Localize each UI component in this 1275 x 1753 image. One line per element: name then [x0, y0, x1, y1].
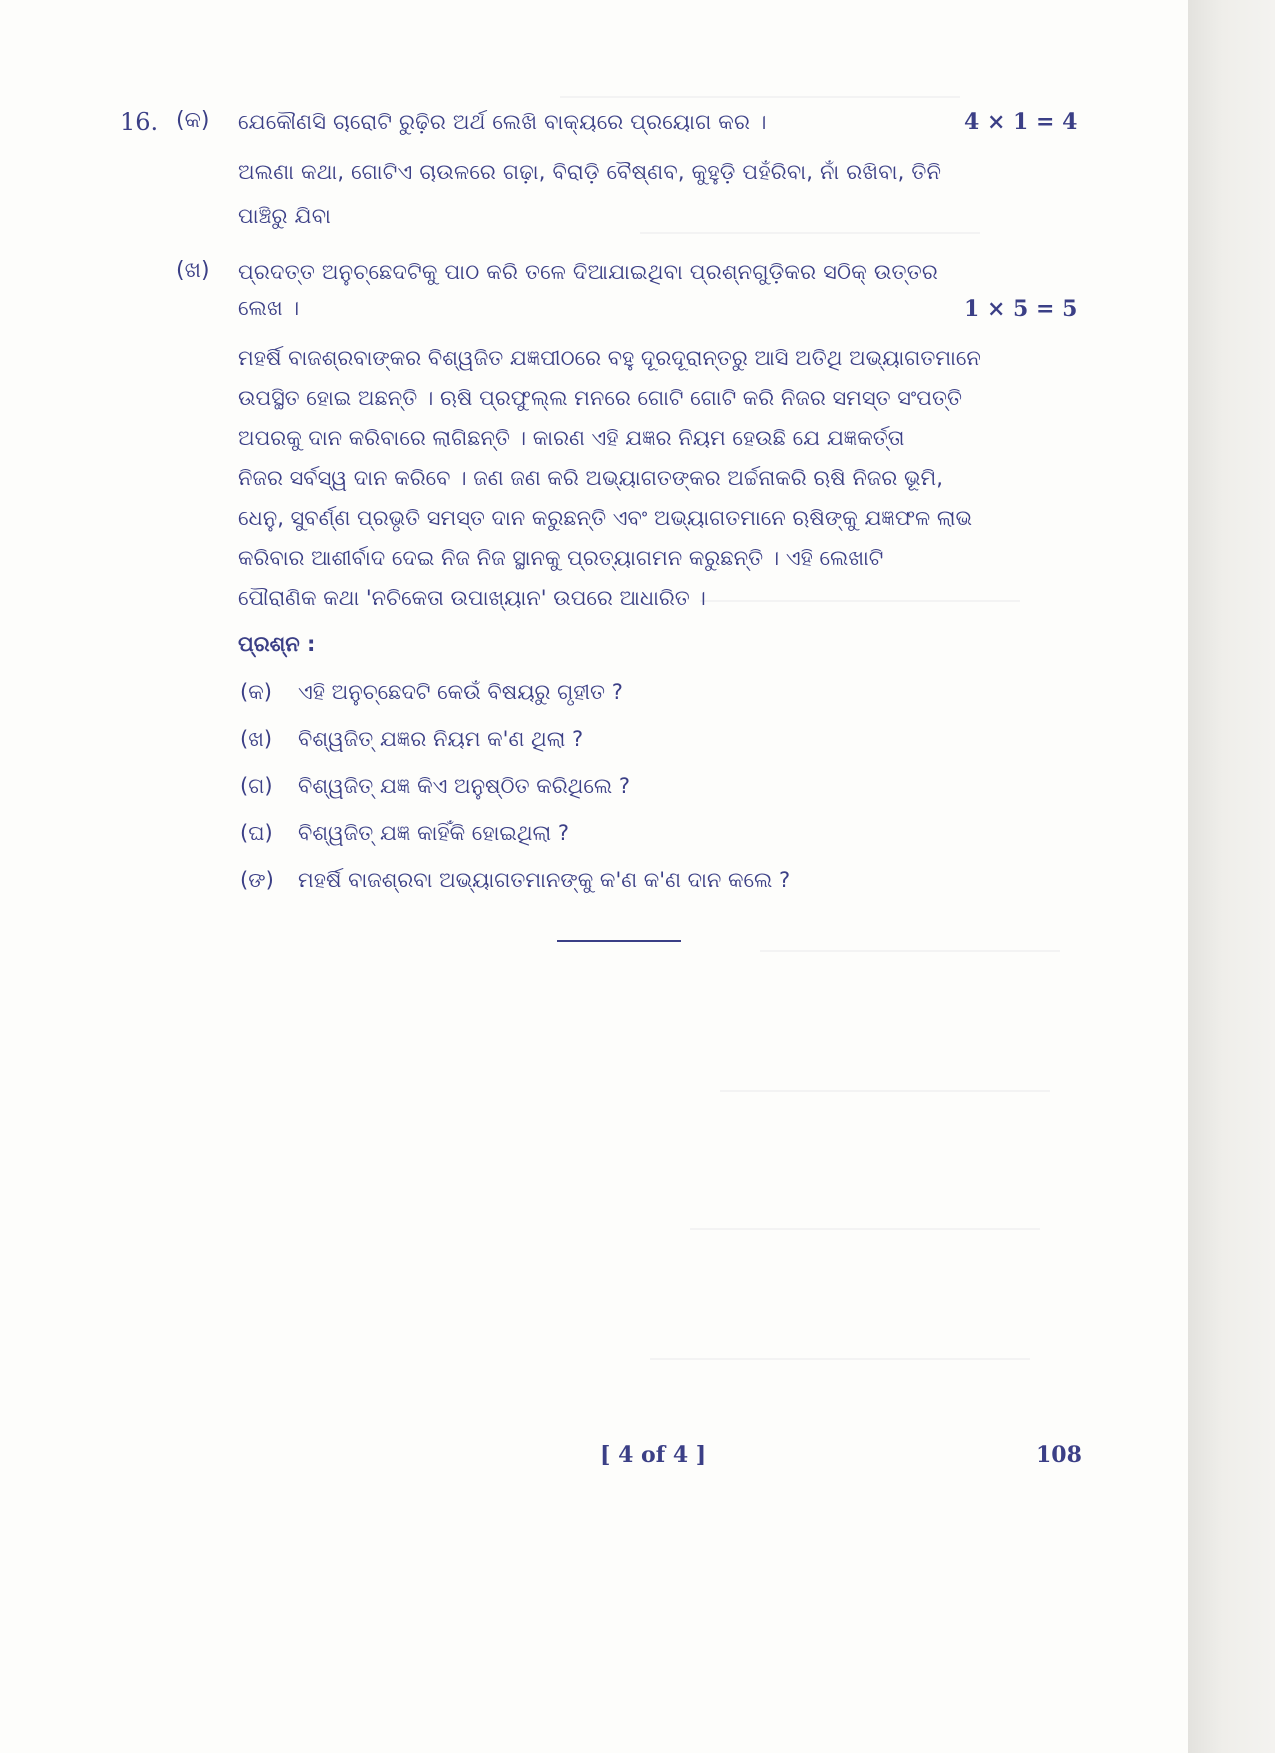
passage-line: ଧେନୁ, ସୁବର୍ଣ୍ଣ ପ୍ରଭୃତି ସମସ୍ତ ଦାନ କରୁଛନ୍ତି ଏବଂ ଅଭ୍ୟାଗତମାନେ ଋଷିଙ୍କୁ ଯଜ୍ଞଫଳ ଲାଭ [238, 506, 973, 530]
page-indicator: [ 4 of 4 ] [600, 1442, 707, 1468]
sub-question [240, 821, 569, 846]
sub-question-label: (ଙ) [240, 868, 274, 892]
show-through-mark [690, 1228, 1040, 1230]
sub-question-text: ମହର୍ଷି ବାଜଶ୍ରବା ଅଭ୍ୟାଗତମାନଙ୍କୁ କ'ଣ କ'ଣ ଦାନ କଲେ ? [298, 868, 791, 892]
sub-question-text: ବିଶ୍ୱଜିତ୍ ଯଜ୍ଞ କାହିଁକି ହୋଇଥିଲା ? [298, 821, 570, 845]
part-kha-instruction-line2: ଲେଖ । [238, 296, 300, 320]
show-through-mark [650, 1358, 1030, 1360]
passage-line: ପୌରାଣିକ କଥା 'ନଚିକେତା ଉପାଖ୍ୟାନ' ଉପରେ ଆଧାରିତ । [238, 586, 706, 610]
sub-question-text: ବିଶ୍ୱଜିତ୍ ଯଜ୍ଞ କିଏ ଅନୁଷ୍ଠିତ କରିଥିଲେ ? [298, 774, 630, 798]
part-ka-idioms-line1: ଅଲଣା କଥା, ଗୋଟିଏ ଚାଉଳରେ ଗଢ଼ା, ବିରାଡ଼ି ବୈଷ୍ଣବ, କୁହୁଡ଼ି ପହଁରିବା, ନାଁ ରଖିବା, ତିନି [238, 160, 942, 184]
passage-line: କରିବାର ଆଶୀର୍ବାଦ ଦେଇ ନିଜ ନିଜ ସ୍ଥାନକୁ ପ୍ରତ୍ୟାଗମନ କରୁଛନ୍ତି । ଏହି ଲେଖାଟି [238, 546, 884, 570]
sub-question-label: (ଘ) [240, 821, 273, 845]
sub-question [240, 727, 583, 752]
sub-question [240, 868, 790, 893]
part-ka-idioms-line2: ପାଞ୍ଚିରୁ ଯିବା [238, 204, 332, 228]
passage [238, 338, 1048, 618]
questions-heading: ପ୍ରଶ୍ନ : [238, 632, 316, 656]
show-through-mark [640, 232, 980, 234]
part-kha-instruction-line1: ପ୍ରଦତ୍ତ ଅନୁଚ୍ଛେଦଟିକୁ ପାଠ କରି ତଳେ ଦିଆଯାଇଥିବା ପ୍ରଶ୍ନଗୁଡ଼ିକର ସଠିକ୍ ଉତ୍ତର [238, 260, 938, 284]
sub-question [240, 774, 630, 799]
sub-question [240, 680, 623, 705]
sub-question-text: ବିଶ୍ୱଜିତ୍ ଯଜ୍ଞର ନିୟମ କ'ଣ ଥିଲା ? [298, 727, 584, 751]
sub-question-text: ଏହି ଅନୁଚ୍ଛେଦଟି କେଉଁ ବିଷୟରୁ ଗୃହୀତ ? [298, 680, 623, 704]
background-edge [1188, 0, 1275, 1753]
paper-code: 108 [1036, 1442, 1082, 1468]
part-ka-label: (କ) [176, 108, 210, 133]
part-ka-marks: 4 × 1 = 4 [964, 109, 1078, 135]
passage-line: ନିଜର ସର୍ବସ୍ୱ ଦାନ କରିବେ । ଜଣ ଜଣ କରି ଅଭ୍ୟାଗତଙ୍କର ଅର୍ଚ୍ଚନାକରି ଋଷି ନିଜର ଭୂମି, [238, 466, 943, 490]
part-kha-label: (ଖ) [176, 258, 210, 283]
part-ka-instruction: ଯେକୌଣସି ଚାରୋଟି ରୁଢ଼ିର ଅର୍ଥ ଲେଖି ବାକ୍ୟରେ ପ୍ରୟୋଗ କର । [238, 110, 767, 134]
passage-line: ଅପରକୁ ଦାନ କରିବାରେ ଲାଗିଛନ୍ତି । କାରଣ ଏହି ଯଜ୍ଞର ନିୟମ ହେଉଛି ଯେ ଯଜ୍ଞକର୍ତ୍ତା [238, 426, 905, 450]
show-through-mark [760, 950, 1060, 952]
show-through-mark [560, 96, 960, 98]
passage-line: ମହର୍ଷି ବାଜଶ୍ରବାଙ୍କର ବିଶ୍ୱଜିତ ଯଜ୍ଞପୀଠରେ ବହୁ ଦୂରଦୂରାନ୍ତରୁ ଆସି ଅତିଥି ଅଭ୍ୟାଗତମାନେ [238, 346, 981, 370]
sub-question-label: (କ) [240, 680, 272, 704]
sub-question-label: (ଖ) [240, 727, 273, 751]
end-rule [557, 940, 681, 942]
part-kha-marks: 1 × 5 = 5 [964, 296, 1078, 322]
sub-question-label: (ଗ) [240, 774, 273, 798]
question-number: 16. [120, 108, 159, 136]
passage-line: ଉପସ୍ଥିତ ହୋଇ ଅଛନ୍ତି । ଋଷି ପ୍ରଫୁଲ୍ଲ ମନରେ ଗୋଟି ଗୋଟି କରି ନିଜର ସମସ୍ତ ସଂପତ୍ତି [238, 386, 962, 410]
show-through-mark [720, 1090, 1050, 1092]
